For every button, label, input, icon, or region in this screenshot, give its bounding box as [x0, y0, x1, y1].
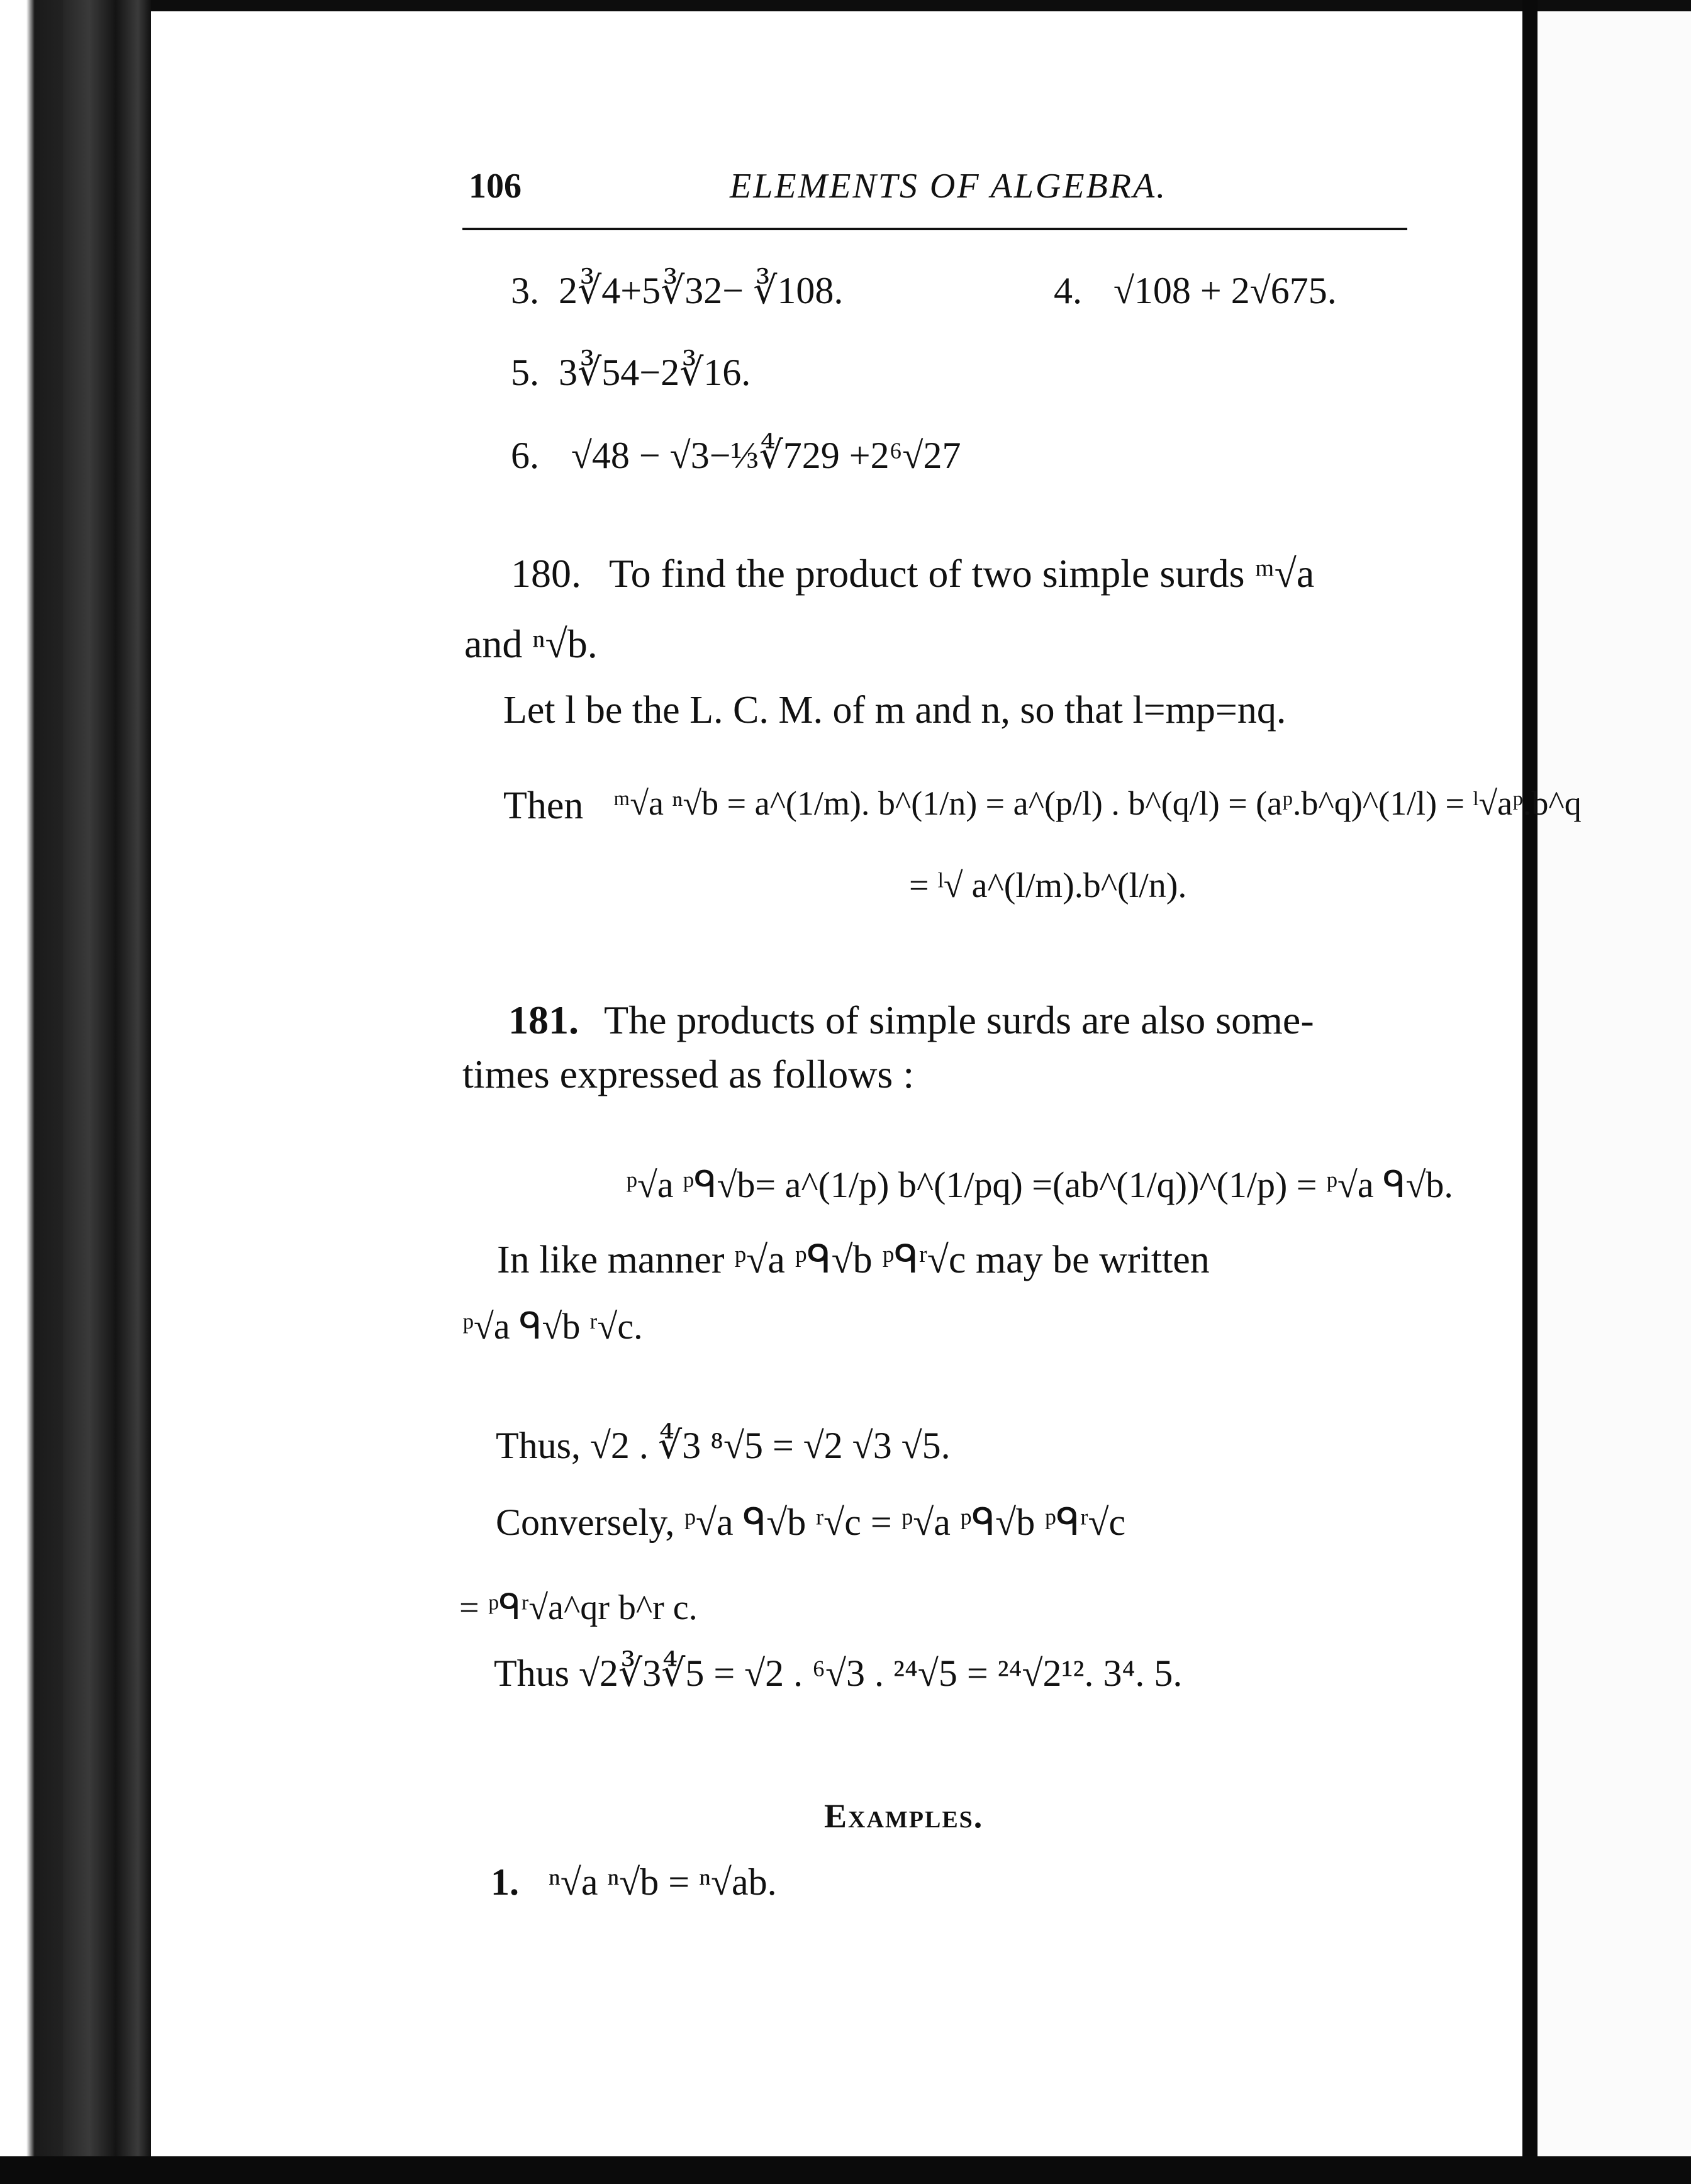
example-label: 1. — [491, 1861, 519, 1903]
section-text: The products of simple surds are also some- — [604, 998, 1314, 1042]
header-rule — [462, 228, 1407, 230]
section-text: Let l be the L. C. M. of m and n, so that l=mp=nq. — [503, 689, 1286, 732]
equation: = ᵖᑫʳ√a^qr b^r c. — [459, 1588, 698, 1627]
section-number: 181. — [508, 998, 579, 1042]
exercise-expression: 3∛54−2∛16. — [559, 352, 751, 393]
exercise-label: 5. — [511, 352, 539, 393]
examples-heading: Examples. — [824, 1797, 984, 1835]
section-text: times expressed as follows : — [462, 1052, 915, 1096]
exercise-label: 3. — [511, 270, 539, 311]
section-text: and ⁿ√b. — [464, 621, 598, 666]
equation: = ˡ√ a^(l/m).b^(l/n). — [909, 866, 1187, 905]
exercise-label: 6. — [511, 435, 539, 476]
page-number: 106 — [469, 167, 522, 206]
exercise-expression: 2∛4+5∛32− ∛108. — [559, 270, 844, 311]
example-equation: Thus √2∛3∜5 = √2 . ⁶√3 . ²⁴√5 = ²⁴√2¹². 3⁴. 5. — [494, 1652, 1183, 1694]
scan-bottom-margin — [0, 2156, 1691, 2184]
book-spine — [63, 0, 151, 2184]
equation: ᵖ√a ᑫ√b ʳ√c. — [462, 1306, 643, 1347]
example-equation: Thus, √2 . ∜3 ⁸√5 = √2 √3 √5. — [496, 1425, 951, 1466]
facing-page-edge — [1538, 11, 1691, 2156]
example-expression: ⁿ√a ⁿ√b = ⁿ√ab. — [549, 1861, 777, 1903]
equation: ᵐ√a ⁿ√b = a^(1/m). b^(1/n) = a^(p/l) . b^(q/l) = (aᵖ.b^q)^(1/l) = ˡ√aᵖ.b^q — [613, 784, 1582, 822]
section-text: To find the product of two simple surds ᵐ√a — [609, 551, 1315, 596]
scan-left-margin — [0, 0, 63, 2184]
exercise-expression: √48 − √3−⅓∜729 +2⁶√27 — [571, 435, 961, 476]
exercise-label: 4. — [1054, 270, 1082, 311]
exercise-expression: √108 + 2√675. — [1113, 270, 1337, 311]
section-text: In like manner ᵖ√a ᵖᑫ√b ᵖᑫʳ√c may be written — [497, 1239, 1210, 1281]
running-title: ELEMENTS OF ALGEBRA. — [730, 167, 1168, 206]
example-equation: Conversely, ᵖ√a ᑫ√b ʳ√c = ᵖ√a ᵖᑫ√b ᵖᑫʳ√c — [496, 1502, 1126, 1543]
display-equation: ᵖ√a ᵖᑫ√b= a^(1/p) b^(1/pq) =(ab^(1/q))^(1/p) = ᵖ√a ᑫ√b. — [626, 1164, 1453, 1205]
then-label: Then — [503, 784, 584, 827]
page-gutter — [1522, 0, 1538, 2184]
section-number: 180. — [511, 551, 581, 596]
